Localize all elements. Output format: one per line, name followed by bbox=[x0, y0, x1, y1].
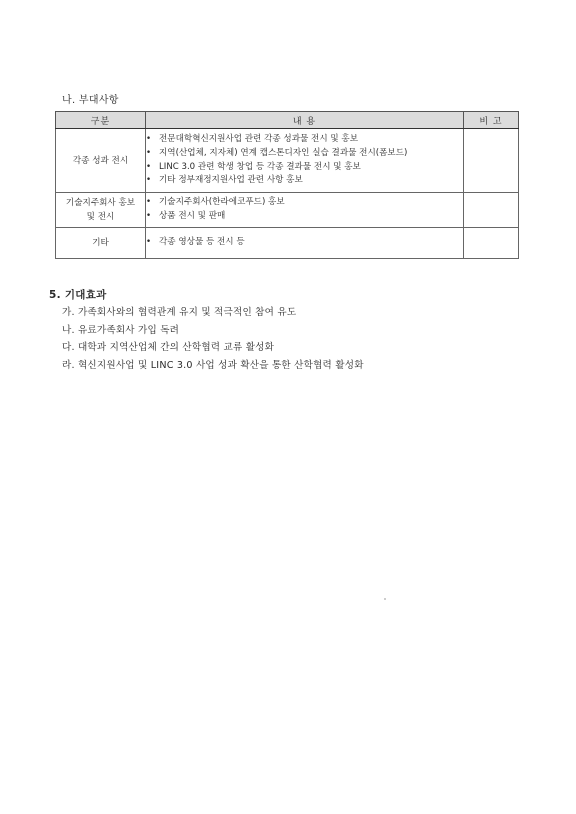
row-content bbox=[146, 228, 464, 259]
row-note bbox=[464, 129, 519, 193]
row-category: 각종 성과 전시 bbox=[56, 129, 146, 193]
category-line: 및 전시 bbox=[86, 212, 115, 222]
row-note bbox=[464, 193, 519, 228]
list-item: • 기술지주회사(한라에코푸드) 홍보 bbox=[146, 196, 463, 210]
list-item: • 상품 전시 및 판매 bbox=[146, 210, 463, 224]
list-item: 라. 혁신지원사업 및 LINC 3.0 사업 성과 확산을 통한 산학협력 활성화 bbox=[62, 360, 364, 372]
supplementary-items-table bbox=[55, 111, 519, 259]
list-item: • 각종 영상물 등 전시 등 bbox=[146, 236, 463, 250]
list-item: 가. 가족회사와의 협력관계 유지 및 적극적인 참여 유도 bbox=[62, 307, 297, 318]
row-note bbox=[464, 228, 519, 259]
table-row bbox=[56, 129, 519, 193]
list-item: 다. 대학과 지역산업체 간의 산학협력 교류 활성화 bbox=[62, 342, 275, 354]
row-content bbox=[146, 129, 464, 193]
list-item: • 전문대학혁신지원사업 관련 각종 성과물 전시 및 홍보 bbox=[146, 133, 463, 147]
list-item: • 지역(산업체, 지자체) 연계 캡스톤디자인 실습 결과물 전시(폼보드) bbox=[146, 147, 463, 161]
header-note: 비 고 bbox=[464, 112, 519, 129]
header-category: 구분 bbox=[56, 112, 146, 129]
scan-speck bbox=[384, 598, 386, 600]
expected-effects-list bbox=[62, 304, 364, 375]
header-content: 내 용 bbox=[146, 112, 464, 129]
row-category bbox=[56, 193, 146, 228]
table-row bbox=[56, 228, 519, 259]
list-item: 나. 유료가족회사 가입 독려 bbox=[62, 324, 180, 336]
subsection-heading: 나. 부대사항 bbox=[62, 95, 119, 106]
row-content bbox=[146, 193, 464, 228]
list-item: • 기타 정부재정지원사업 관련 사항 홍보 bbox=[146, 174, 463, 188]
list-item: • LINC 3.0 관련 학생 창업 등 각종 결과물 전시 및 홍보 bbox=[146, 161, 463, 175]
table-row bbox=[56, 193, 519, 228]
section-title: 5. 기대효과 bbox=[49, 289, 107, 301]
table-header-row bbox=[56, 112, 519, 129]
category-line: 기술지주회사 홍보 bbox=[65, 198, 136, 208]
row-category: 기타 bbox=[56, 228, 146, 259]
